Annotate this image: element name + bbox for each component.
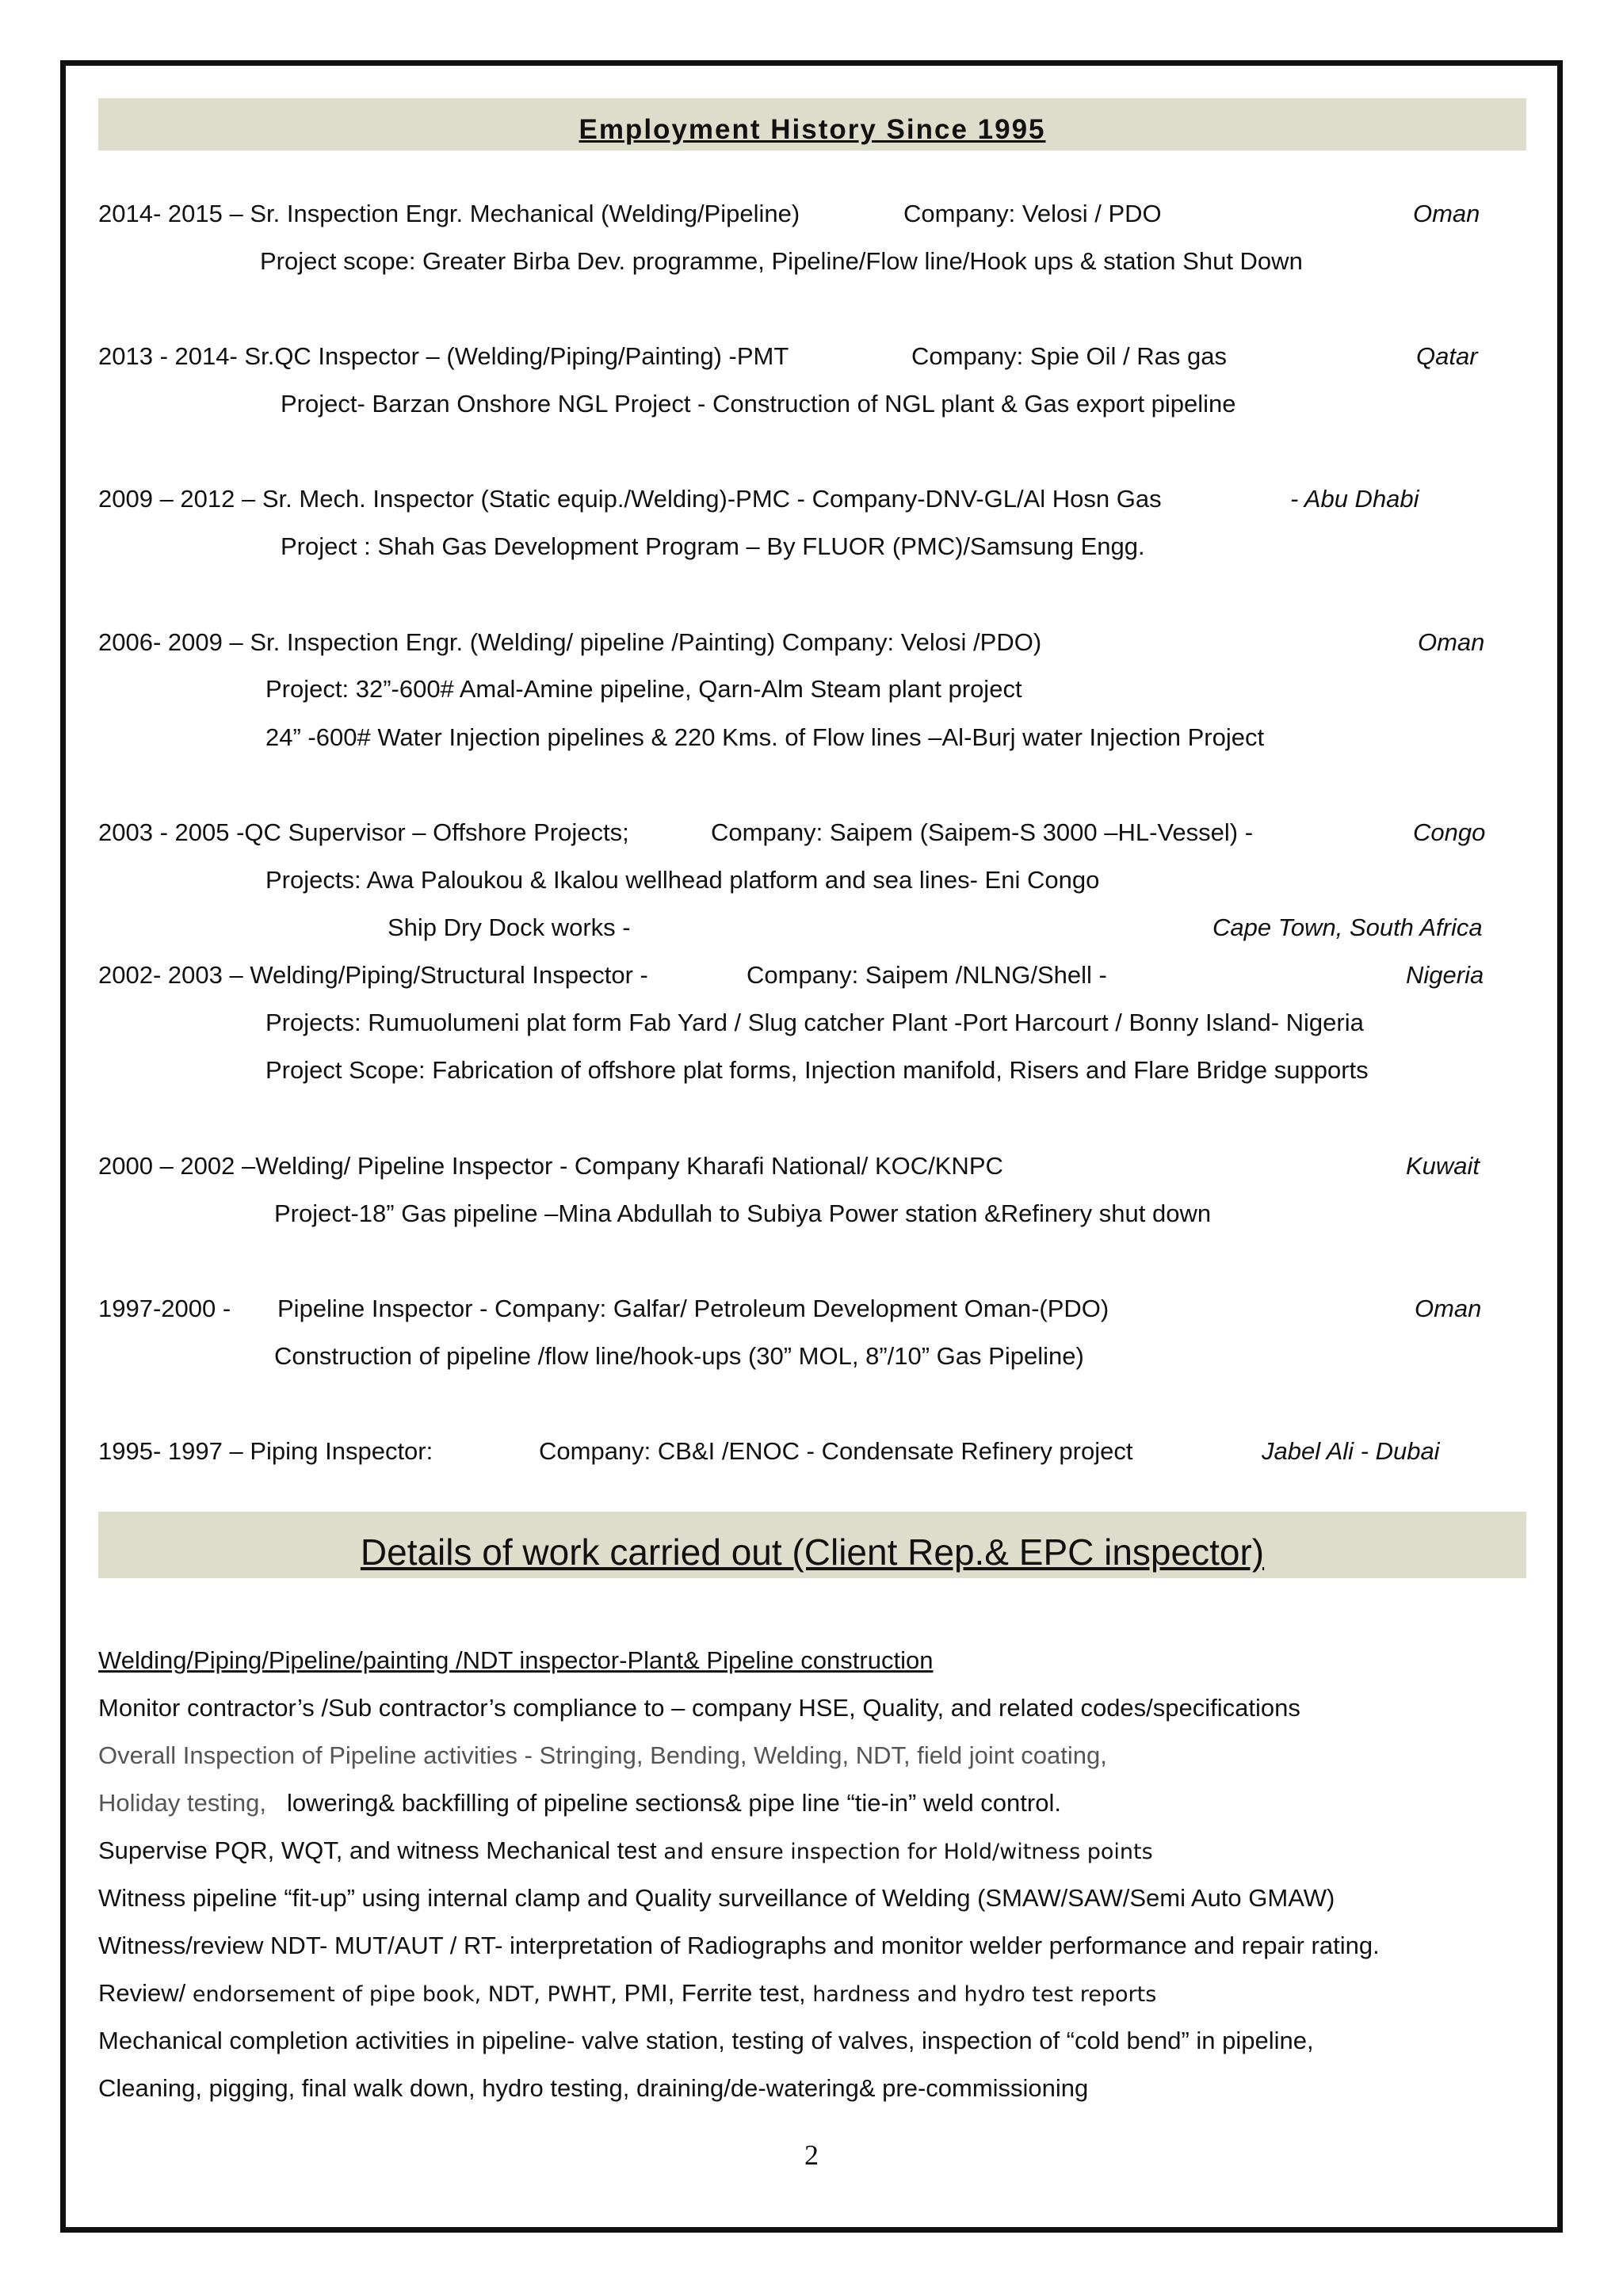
job-1-detail-1: Project scope: Greater Birba Dev. programme, Pipeline/Flow line/Hook ups & station Shut Down [260, 247, 1303, 276]
job-4-title: 2006- 2009 – Sr. Inspection Engr. (Welding/ pipeline /Painting) Company: Velosi /PDO) [98, 628, 1042, 657]
job-5-detail-1: Projects: Awa Paloukou & Ikalou wellhead platform and sea lines- Eni Congo [265, 866, 1100, 894]
details-line-7c: PWHT, [547, 1982, 617, 2008]
job-5-subproject: Ship Dry Dock works - [388, 913, 631, 942]
job-2-detail-1: Project- Barzan Onshore NGL Project - Construction of NGL plant & Gas export pipeline [281, 390, 1236, 418]
details-line-7d: PMI, Ferrite test, [624, 1979, 806, 2008]
details-line-7b: endorsement of pipe book, NDT, [192, 1982, 540, 2008]
details-line-4a: Supervise PQR, WQT, and witness Mechanical test [98, 1836, 657, 1865]
job-5-company: Company: Saipem (Saipem-S 3000 –HL-Vessel) - [711, 818, 1254, 847]
job-7-detail-1: Project-18” Gas pipeline –Mina Abdullah to Subiya Power station &Refinery shut down [274, 1199, 1212, 1228]
details-line-8: Mechanical completion activities in pipeline- valve station, testing of valves, inspection of “cold bend” in pipeline, [98, 2027, 1314, 2055]
job-7-location: Kuwait [1406, 1152, 1480, 1180]
job-1-company: Company: Velosi / PDO [903, 200, 1162, 228]
details-line-3 [98, 1789, 1061, 1817]
job-8-detail-1: Construction of pipeline /flow line/hook-ups (30” MOL, 8”/10” Gas Pipeline) [274, 1342, 1084, 1371]
job-4-location: Oman [1418, 628, 1485, 657]
details-line-4 [98, 1836, 1153, 1865]
job-4-detail-1: Project: 32”-600# Amal-Amine pipeline, Qarn-Alm Steam plant project [265, 675, 1022, 704]
job-1-title: 2014- 2015 – Sr. Inspection Engr. Mechanical (Welding/Pipeline) [98, 200, 800, 228]
details-line-2: Overall Inspection of Pipeline activities - Stringing, Bending, Welding, NDT, field joint coating, [98, 1741, 1107, 1770]
employment-history-header [98, 98, 1526, 151]
job-6-detail-2: Project Scope: Fabrication of offshore plat forms, Injection manifold, Risers and Flare Bridge supports [265, 1056, 1369, 1085]
details-line-3a: Holiday testing, [98, 1789, 266, 1817]
job-4-detail-2: 24” -600# Water Injection pipelines & 220 Kms. of Flow lines –Al-Burj water Injection Project [265, 723, 1265, 752]
job-8-title: 1997-2000 - [98, 1295, 231, 1323]
job-3-location: - Abu Dhabi [1290, 485, 1419, 513]
job-2-location: Qatar [1416, 342, 1478, 371]
job-2-company: Company: Spie Oil / Ras gas [911, 342, 1228, 371]
job-1-location: Oman [1413, 200, 1480, 228]
job-6-detail-1: Projects: Rumuolumeni plat form Fab Yard / Slug catcher Plant -Port Harcourt / Bonny Island- Nigeria [265, 1009, 1364, 1037]
details-line-7 [98, 1979, 1156, 2008]
job-3-title: 2009 – 2012 – Sr. Mech. Inspector (Static equip./Welding)-PMC - Company-DNV-GL/Al Hosn Gas [98, 485, 1162, 513]
details-line-9: Cleaning, pigging, final walk down, hydro testing, draining/de-watering& pre-commissioning [98, 2074, 1089, 2103]
job-6-company: Company: Saipem /NLNG/Shell - [747, 961, 1107, 990]
details-line-5: Witness pipeline “fit-up” using internal clamp and Quality surveillance of Welding (SMAW/SAW/Semi Auto GMAW) [98, 1884, 1335, 1913]
job-6-title: 2002- 2003 – Welding/Piping/Structural Inspector - [98, 961, 648, 990]
job-8-location: Oman [1415, 1295, 1482, 1323]
details-line-1: Monitor contractor’s /Sub contractor’s compliance to – company HSE, Quality, and related codes/specifications [98, 1694, 1300, 1722]
job-8-company: Pipeline Inspector - Company: Galfar/ Petroleum Development Oman-(PDO) [277, 1295, 1109, 1323]
job-3-detail-1: Project : Shah Gas Development Program – By FLUOR (PMC)/Samsung Engg. [281, 532, 1145, 561]
job-5-location: Congo [1413, 818, 1486, 847]
job-9-title: 1995- 1997 – Piping Inspector: [98, 1437, 433, 1466]
details-line-7e: hardness and hydro test reports [812, 1982, 1157, 2008]
details-subheading: Welding/Piping/Pipeline/painting /NDT inspector-Plant& Pipeline construction [98, 1646, 934, 1675]
details-title: Details of work carried out (Client Rep.& EPC inspector) [360, 1531, 1265, 1573]
job-6-location: Nigeria [1406, 961, 1484, 990]
job-9-company: Company: CB&I /ENOC - Condensate Refinery project [539, 1437, 1133, 1466]
details-line-3b: lowering& backfilling of pipeline sections& pipe line “tie-in” weld control. [286, 1789, 1061, 1817]
job-5-sub-location: Cape Town, South Africa [1212, 913, 1483, 942]
employment-history-title: Employment History Since 1995 [579, 114, 1046, 145]
job-9-location: Jabel Ali - Dubai [1262, 1437, 1440, 1466]
details-line-7a: Review/ [98, 1979, 186, 2008]
details-line-4b: and ensure inspection for Hold/witness points [663, 1840, 1153, 1865]
details-header [98, 1512, 1526, 1578]
details-line-6: Witness/review NDT- MUT/AUT / RT- interpretation of Radiographs and monitor welder performance and repair rating. [98, 1932, 1380, 1960]
page-number: 2 [804, 2139, 819, 2171]
job-2-title: 2013 - 2014- Sr.QC Inspector – (Welding/Piping/Painting) -PMT [98, 342, 789, 371]
job-5-title: 2003 - 2005 -QC Supervisor – Offshore Projects; [98, 818, 629, 847]
job-7-title: 2000 – 2002 –Welding/ Pipeline Inspector - Company Kharafi National/ KOC/KNPC [98, 1152, 1003, 1180]
